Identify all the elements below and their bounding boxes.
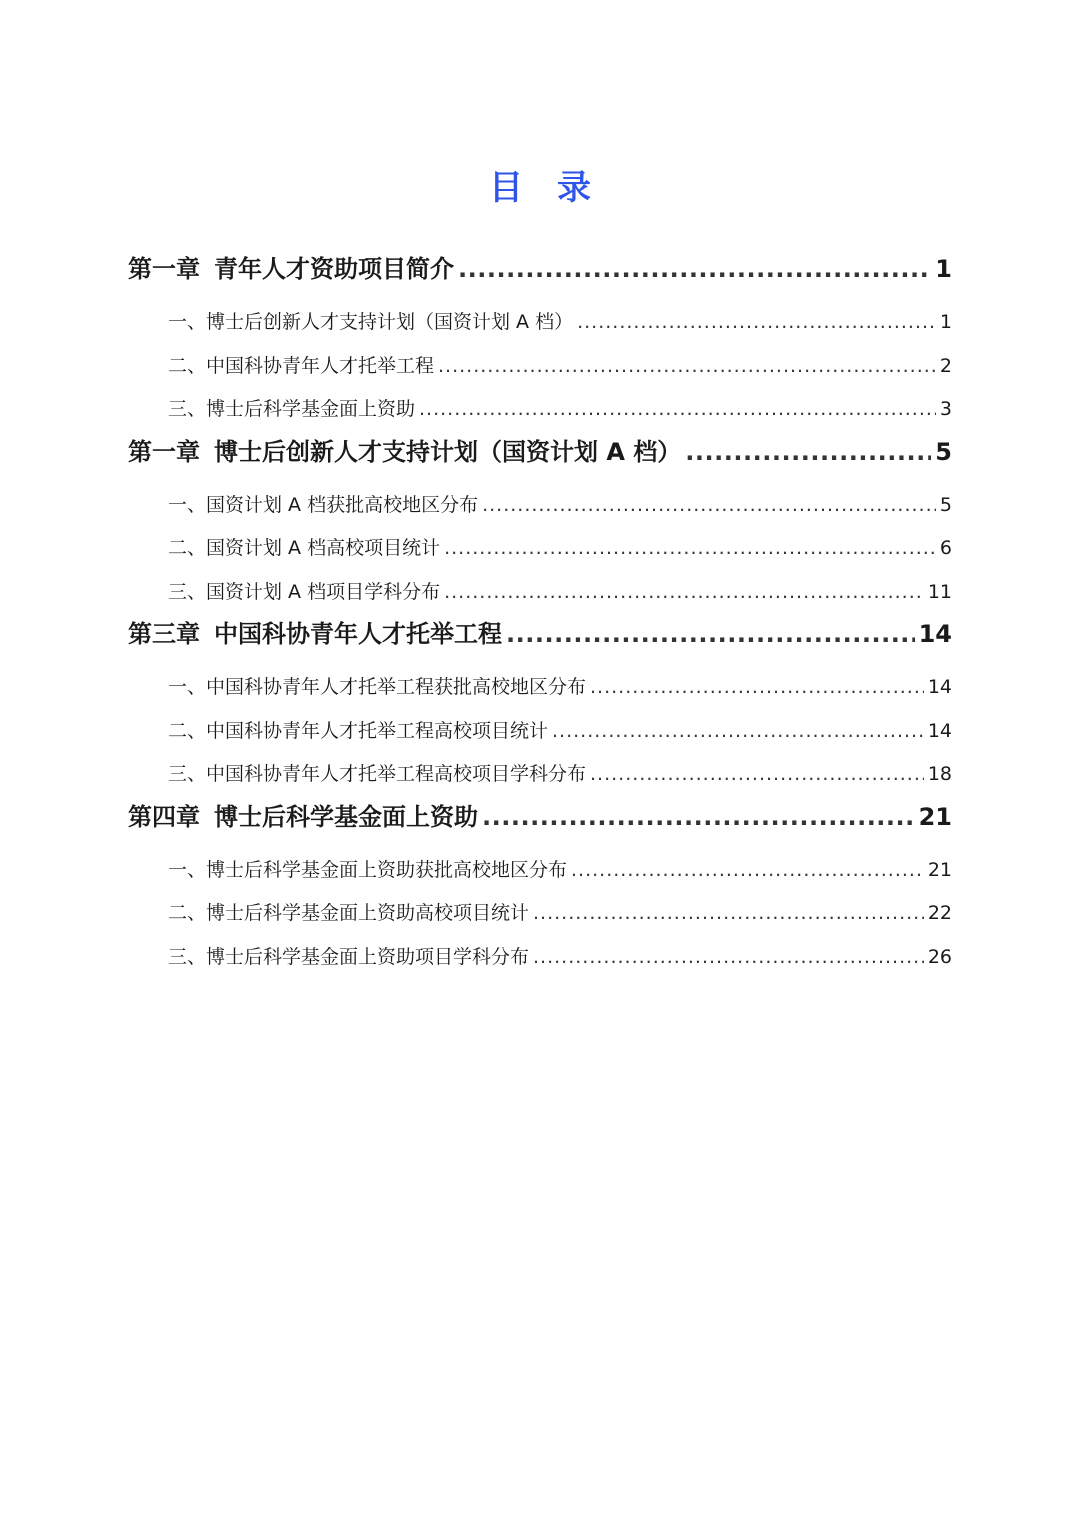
toc-chapter-3[interactable]	[128, 611, 952, 658]
section-title: 一、博士后创新人才支持计划（国资计划 A 档）	[168, 311, 574, 333]
dot-leader	[506, 611, 915, 658]
dot-leader	[482, 794, 915, 841]
page-title	[0, 160, 1080, 209]
toc-section-2-2[interactable]	[128, 527, 952, 571]
page-number: 26	[927, 945, 952, 968]
page-number: 1	[935, 255, 952, 283]
dot-leader	[533, 936, 924, 980]
chapter-title: 中国科协青年人才托举工程	[214, 620, 502, 648]
section-title: 三、中国科协青年人才托举工程高校项目学科分布	[168, 763, 587, 785]
dot-leader	[552, 710, 924, 754]
page-number: 14	[918, 620, 952, 648]
page-number: 6	[939, 537, 952, 559]
toc-section-2-1[interactable]	[128, 484, 952, 528]
toc-section-1-3[interactable]	[128, 388, 952, 432]
page-number: 1	[939, 311, 952, 333]
dot-leader	[444, 571, 924, 615]
dot-leader	[590, 666, 924, 710]
dot-leader	[444, 527, 936, 571]
page-number: 14	[927, 676, 952, 698]
chapter-label: 第一章	[128, 437, 200, 466]
toc-section-1-2[interactable]	[128, 345, 952, 389]
section-title: 一、中国科协青年人才托举工程获批高校地区分布	[168, 676, 587, 698]
page-number: 22	[927, 902, 952, 924]
toc-section-3-2[interactable]	[128, 710, 952, 754]
page-title-char-1: 目	[489, 168, 523, 208]
page-title-char-2: 录	[557, 168, 591, 208]
section-title: 二、博士后科学基金面上资助高校项目统计	[168, 902, 530, 924]
section-title: 一、博士后科学基金面上资助获批高校地区分布	[168, 858, 568, 881]
table-of-contents	[128, 246, 952, 979]
section-title: 一、国资计划 A 档获批高校地区分布	[168, 493, 479, 516]
section-title: 二、中国科协青年人才托举工程	[168, 354, 435, 377]
section-title: 二、中国科协青年人才托举工程高校项目统计	[168, 719, 549, 742]
chapter-title: 博士后创新人才支持计划（国资计划 A 档）	[214, 437, 682, 466]
chapter-title: 青年人才资助项目简介	[214, 255, 454, 283]
dot-leader	[533, 892, 924, 936]
chapter-label: 第三章	[128, 620, 200, 648]
section-title: 三、博士后科学基金面上资助	[168, 398, 416, 420]
toc-chapter-4[interactable]	[128, 794, 952, 841]
toc-section-4-1[interactable]	[128, 849, 952, 893]
toc-chapter-2[interactable]	[128, 429, 952, 476]
page-number: 11	[927, 580, 952, 603]
section-title: 二、国资计划 A 档高校项目统计	[168, 537, 441, 559]
page-number: 18	[927, 763, 952, 785]
toc-section-3-1[interactable]	[128, 666, 952, 710]
dot-leader	[590, 753, 924, 797]
page-number: 21	[927, 858, 952, 881]
chapter-label: 第四章	[128, 802, 200, 831]
toc-section-3-3[interactable]	[128, 753, 952, 797]
chapter-title: 博士后科学基金面上资助	[214, 802, 478, 831]
toc-section-2-3[interactable]	[128, 571, 952, 615]
dot-leader	[438, 345, 936, 389]
dot-leader	[577, 301, 936, 345]
section-title: 三、国资计划 A 档项目学科分布	[168, 580, 441, 603]
dot-leader	[419, 388, 936, 432]
dot-leader	[482, 484, 936, 528]
page-number: 2	[939, 354, 952, 377]
page-number: 14	[927, 719, 952, 742]
chapter-label: 第一章	[128, 255, 200, 283]
page-number: 21	[918, 802, 952, 831]
section-title: 三、博士后科学基金面上资助项目学科分布	[168, 945, 530, 968]
page-number: 5	[939, 493, 952, 516]
toc-section-1-1[interactable]	[128, 301, 952, 345]
page-number: 3	[939, 398, 952, 420]
page-number: 5	[935, 437, 952, 466]
toc-section-4-3[interactable]	[128, 936, 952, 980]
dot-leader	[571, 849, 924, 893]
toc-section-4-2[interactable]	[128, 892, 952, 936]
dot-leader	[458, 246, 931, 293]
dot-leader	[685, 429, 931, 476]
toc-chapter-1[interactable]	[128, 246, 952, 293]
